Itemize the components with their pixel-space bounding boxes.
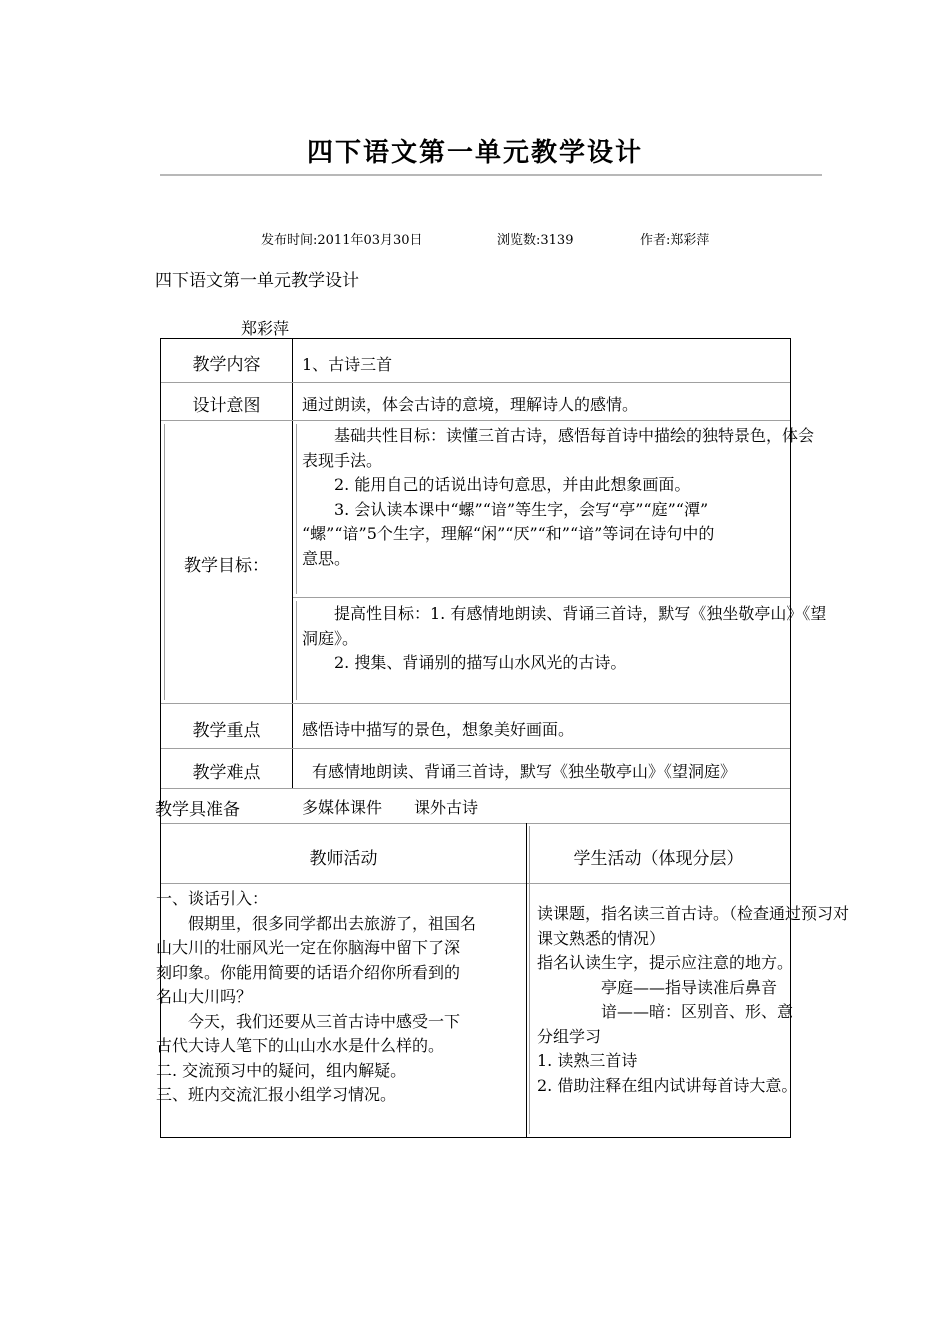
view-count: 浏览数:3139 bbox=[497, 233, 574, 248]
document-subtitle: 四下语文第一单元教学设计 bbox=[155, 271, 359, 291]
row-separator bbox=[161, 420, 790, 421]
label-teaching-difficulty: 教学难点 bbox=[192, 763, 261, 783]
row-separator bbox=[161, 703, 790, 704]
row-separator bbox=[161, 382, 790, 383]
publish-date: 发布时间:2011年03月30日 bbox=[261, 233, 423, 248]
table-border-bottom bbox=[160, 1137, 791, 1138]
author-meta: 作者:郑彩萍 bbox=[640, 233, 710, 248]
label-teaching-prep: 教学具准备 bbox=[155, 800, 240, 820]
teacher-activity-content: 一、谈话引入： 假期里，很多同学都出去旅游了，祖国名 山大川的壮丽风光一定在你脑海中留下了深 刻印象。你能用简要的话语介绍你所看到的 名山大川吗？ 今天，我们还要从三首古诗中感受一下 古代大诗人笔下的山山水水是什么样的。 二. 交流预习中的疑问，组内解疑。 三、班内交流汇报小组学习情况。 bbox=[156, 889, 477, 1104]
teacher-activity-header: 教师活动 bbox=[309, 849, 378, 869]
label-teaching-key: 教学重点 bbox=[192, 721, 261, 741]
cell-inner-border bbox=[296, 601, 297, 700]
label-teaching-goals: 教学目标： bbox=[184, 556, 269, 576]
label-teaching-content: 教学内容 bbox=[192, 355, 261, 375]
advanced-goals: 提高性目标：1. 有感情地朗读、背诵三首诗，默写《独坐敬亭山》《望 洞庭》。 2. 搜集、背诵别的描写山水风光的古诗。 bbox=[302, 604, 827, 672]
column-divider bbox=[292, 338, 293, 789]
author-name: 郑彩萍 bbox=[241, 319, 290, 338]
page-title: 四下语文第一单元教学设计 bbox=[306, 138, 643, 168]
table-border-top bbox=[160, 338, 791, 339]
row-separator bbox=[161, 748, 790, 749]
cell-inner-border bbox=[529, 826, 530, 1134]
value-teaching-content: 1、古诗三首 bbox=[302, 355, 393, 374]
row-separator bbox=[161, 788, 790, 789]
value-teaching-key: 感悟诗中描写的景色，想象美好画面。 bbox=[302, 720, 575, 739]
basic-goals: 基础共性目标：读懂三首古诗，感悟每首诗中描绘的独特景色，体会 表现手法。 2. 能用自己的话说出诗句意思，并由此想象画面。 3. 会认读本课中“螺”“谙”等生字，会写“亭”“庭”“潭” “螺”“谙”5个生字，理解“闲”“厌”“和”“谙”等词在诗句中的 意思。 bbox=[302, 426, 815, 568]
row-separator bbox=[161, 823, 790, 824]
student-activity-content: 读课题，指名读三首古诗。（检查通过预习对 课文熟悉的情况） 指名认读生字，提示应注意的地方。 亭庭——指导读准后鼻音 谙——暗：区别音、形、意 分组学习 1. 读熟三首诗 2. 借助注释在组内试讲每首诗大意。 bbox=[537, 904, 850, 1095]
row-separator bbox=[293, 597, 790, 598]
value-teaching-prep: 多媒体课件 课外古诗 bbox=[302, 798, 479, 817]
title-divider bbox=[160, 174, 822, 176]
row-separator bbox=[161, 883, 790, 884]
value-design-intent: 通过朗读，体会古诗的意境，理解诗人的感情。 bbox=[302, 395, 639, 414]
cell-inner-border bbox=[296, 424, 297, 594]
activity-column-divider bbox=[526, 823, 527, 1137]
label-design-intent: 设计意图 bbox=[192, 396, 261, 416]
student-activity-header: 学生活动（体现分层） bbox=[573, 849, 744, 869]
value-teaching-difficulty: 有感情地朗读、背诵三首诗，默写《独坐敬亭山》《望洞庭》 bbox=[312, 762, 737, 781]
